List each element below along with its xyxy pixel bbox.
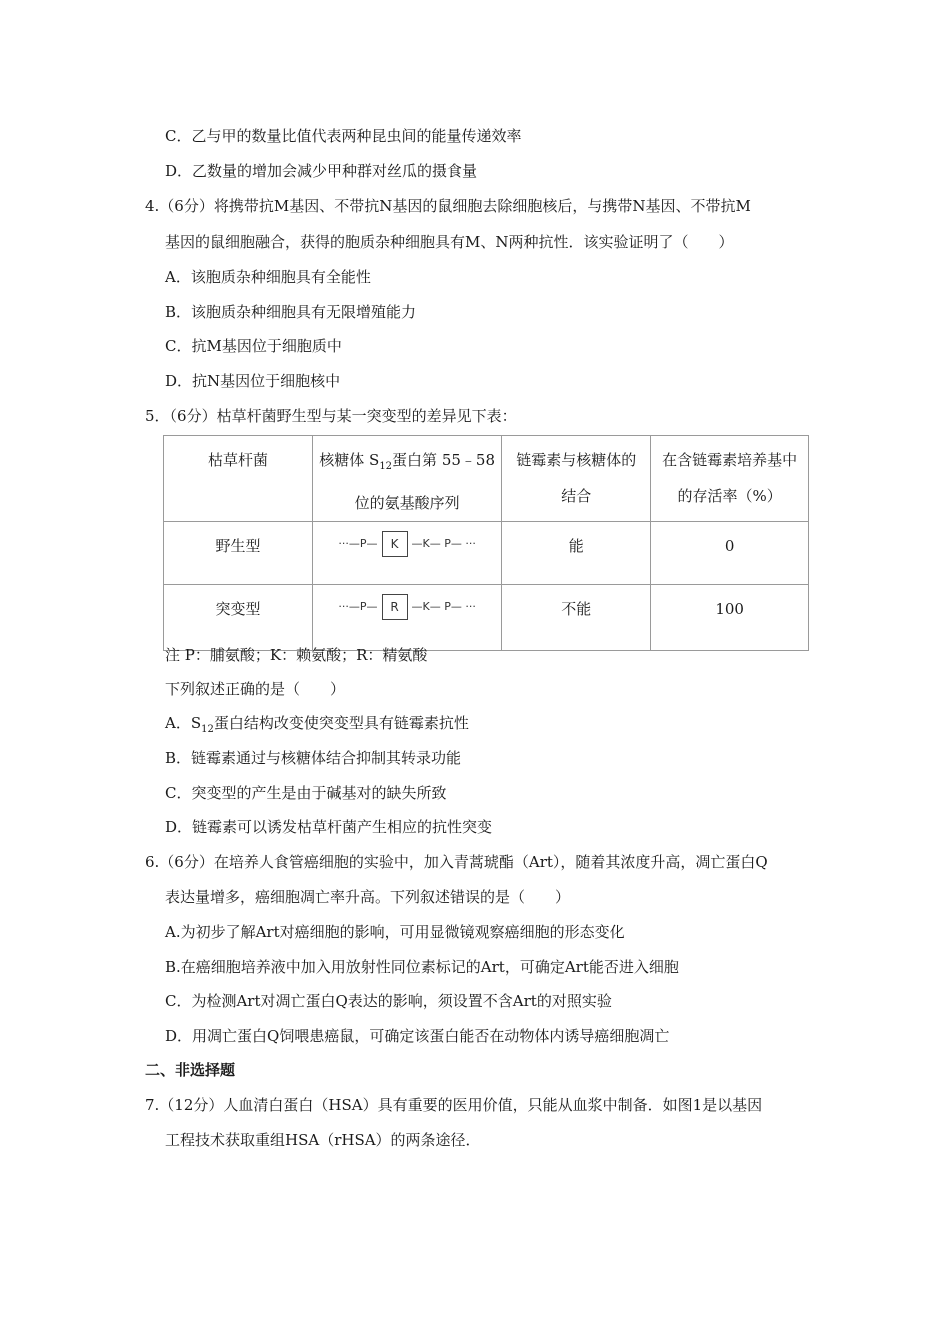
q5-option-a: A．$S_{12}$蛋白结构改变使突变型具有链霉素抗性 bbox=[165, 714, 469, 735]
q4-stem-line1: 4.（6分）将携带抗M基因、不带抗N基因的鼠细胞去除细胞核后，与携带N基因、不带抗M bbox=[145, 197, 751, 215]
q5-option-b: B．链霉素通过与核糖体结合抑制其转录功能 bbox=[165, 749, 462, 767]
q5-note: 注 P：脯氨酸；K：赖氨酸；R：精氨酸 bbox=[165, 646, 428, 664]
row-sequence bbox=[313, 522, 502, 585]
q4-option-c: C．抗M基因位于细胞质中 bbox=[165, 337, 342, 355]
section-title: 二、非选择题 bbox=[145, 1061, 236, 1079]
amino-acid-box: K bbox=[382, 531, 408, 557]
q3-option-c: C．乙与甲的数量比值代表两种昆虫间的能量传递效率 bbox=[165, 127, 522, 145]
q6-stem-line2: 表达量增多，癌细胞凋亡率升高。下列叙述错误的是（ ） bbox=[165, 888, 571, 906]
q4-option-a: A．该胞质杂种细胞具有全能性 bbox=[165, 268, 371, 286]
header-survival: 在含链霉素培养基中 的存活率（%） bbox=[651, 436, 809, 522]
q5-question: 下列叙述正确的是（ ） bbox=[165, 680, 346, 698]
table-row bbox=[164, 585, 809, 651]
q5-option-d: D．链霉素可以诱发枯草杆菌产生相应的抗性突变 bbox=[165, 818, 493, 836]
sequence-diagram: ···—P— R —K— P— ··· bbox=[315, 589, 499, 625]
row-type: 突变型 bbox=[164, 585, 313, 651]
q5-option-c: C．突变型的产生是由于碱基对的缺失所致 bbox=[165, 784, 447, 802]
amino-acid-box: R bbox=[382, 594, 408, 620]
q5-stem: 5．（6分）枯草杆菌野生型与某一突变型的差异见下表： bbox=[145, 407, 517, 425]
header-strain: 枯草杆菌 bbox=[164, 436, 313, 522]
q6-option-c: C．为检测Art对凋亡蛋白Q表达的影响，须设置不含Art的对照实验 bbox=[165, 992, 612, 1010]
q6-option-d: D．用凋亡蛋白Q饲喂患癌鼠，可确定该蛋白能否在动物体内诱导癌细胞凋亡 bbox=[165, 1027, 670, 1045]
q7-stem-line2: 工程技术获取重组HSA（rHSA）的两条途径． bbox=[165, 1131, 481, 1149]
row-survival: 100 bbox=[651, 585, 809, 651]
header-sequence: 核糖体 $S_{12}$蛋白第 55﹣58 位的氨基酸序列 bbox=[313, 436, 502, 522]
q6-option-a: A.为初步了解Art对癌细胞的影响，可用显微镜观察癌细胞的形态变化 bbox=[165, 923, 625, 941]
sequence-diagram: ···—P— K —K— P— ··· bbox=[315, 526, 499, 562]
row-sequence bbox=[313, 585, 502, 651]
row-survival: 0 bbox=[651, 522, 809, 585]
q3-option-d: D．乙数量的增加会减少甲种群对丝瓜的摄食量 bbox=[165, 162, 478, 180]
table-row bbox=[164, 522, 809, 585]
q4-option-d: D．抗N基因位于细胞核中 bbox=[165, 372, 341, 390]
q6-stem-line1: 6.（6分）在培养人食管癌细胞的实验中，加入青蒿琥酯（Art），随着其浓度升高，凋亡蛋白Q bbox=[145, 853, 768, 871]
q7-stem-line1: 7.（12分）人血清白蛋白（HSA）具有重要的医用价值，只能从血浆中制备．如图1是以基因 bbox=[145, 1096, 763, 1114]
row-binding: 不能 bbox=[502, 585, 651, 651]
row-type: 野生型 bbox=[164, 522, 313, 585]
q5-table bbox=[163, 435, 809, 651]
header-binding: 链霉素与核糖体的 结合 bbox=[502, 436, 651, 522]
q4-stem-line2: 基因的鼠细胞融合，获得的胞质杂种细胞具有M、N两种抗性．该实验证明了（ ） bbox=[165, 233, 734, 251]
q4-option-b: B．该胞质杂种细胞具有无限增殖能力 bbox=[165, 303, 417, 321]
q6-option-b: B.在癌细胞培养液中加入用放射性同位素标记的Art，可确定Art能否进入细胞 bbox=[165, 958, 679, 976]
table-header-row bbox=[164, 436, 809, 522]
row-binding: 能 bbox=[502, 522, 651, 585]
